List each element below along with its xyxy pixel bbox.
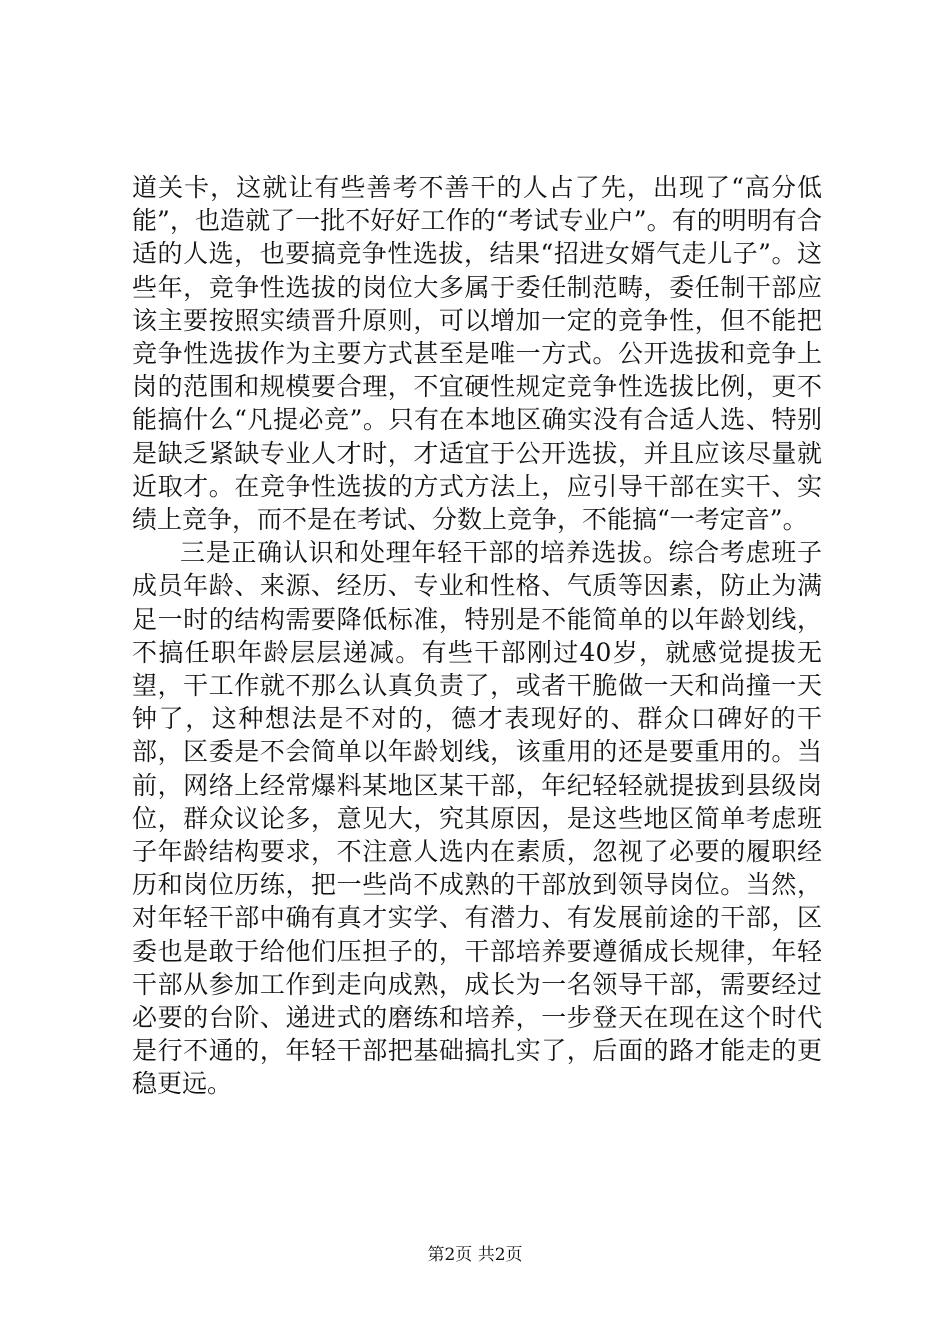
page-number: 第2页 共2页 <box>427 1245 523 1265</box>
paragraph-young-cadres: 三是正确认识和处理年轻干部的培养选拔。综合考虑班子成员年龄、来源、经历、专业和性格、气质等因素，防止为满足一时的结构需要降低标准，特别是不能简单的以年龄划线，不搞任职年龄层层递减。有些干部刚过40岁，就感觉提拔无望，干工作就不那么认真负责了，或者干脆做一天和尚撞一天钟了，这种想法是不对的，德才表现好的、群众口碑好的干部，区委是不会简单以年龄划线，该重用的还是要重用的。当前，网络上经常爆料某地区某干部，年纪轻轻就提拔到县级岗位，群众议论多，意见大，究其原因，是这些地区简单考虑班子年龄结构要求，不注意人选内在素质，忽视了必要的履职经历和岗位历练，把一些尚不成熟的干部放到领导岗位。当然，对年轻干部中确有真才实学、有潜力、有发展前途的干部，区委也是敢于给他们压担子的，干部培养要遵循成长规律，年轻干部从参加工作到走向成熟，成长为一名领导干部，需要经过必要的台阶、递进式的磨练和培养，一步登天在现在这个时代是行不通的，年轻干部把基础搞扎实了，后面的路才能走的更稳更远。 <box>132 538 822 1099</box>
page-footer <box>0 1244 950 1266</box>
paragraph-continuation: 道关卡，这就让有些善考不善干的人占了先，出现了“高分低能”，也造就了一批不好好工作的“考试专业户”。有的明明有合适的人选，也要搞竞争性选拔，结果“招进女婿气走儿子”。这些年，竞争性选拔的岗位大多属于委任制范畴，委任制干部应该主要按照实绩晋升原则，可以增加一定的竞争性，但不能把竞争性选拔作为主要方式甚至是唯一方式。公开选拔和竞争上岗的范围和规模要合理，不宜硬性规定竞争性选拔比例，更不能搞什么“凡提必竞”。只有在本地区确实没有合适人选、特别是缺乏紧缺专业人才时，才适宜于公开选拔，并且应该尽量就近取才。在竞争性选拔的方式方法上，应引导干部在实干、实绩上竞争，而不是在考试、分数上竞争，不能搞“一考定音”。 <box>132 173 822 535</box>
document-body <box>132 171 822 1101</box>
